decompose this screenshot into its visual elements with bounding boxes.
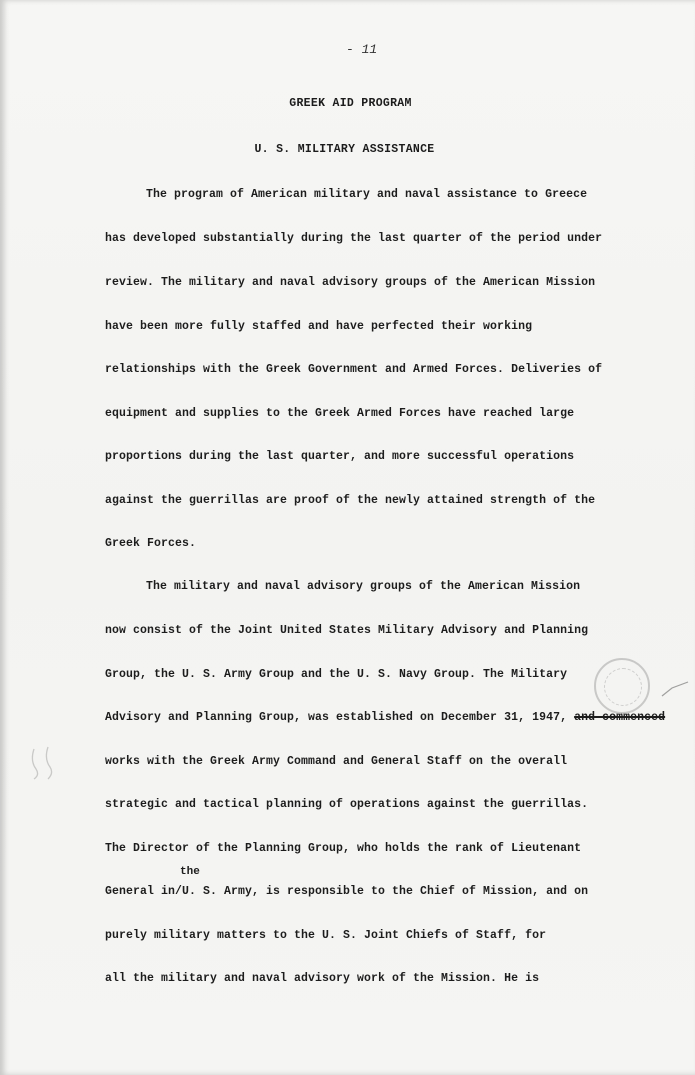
text-line: Group, the U. S. Army Group and the U. S. Navy Group. The Military [105,668,568,681]
text-line: against the guerrillas are proof of the newly attained strength of the [105,494,596,507]
text-segment: Advisory and Planning Group, was established on December 31, 1947, [105,711,568,724]
document-title: GREEK AID PROGRAM [289,97,412,110]
text-line: The program of American military and naval assistance to Greece [146,188,588,201]
document-subtitle: U. S. MILITARY ASSISTANCE [254,143,435,156]
text-line-with-correction [105,711,665,724]
stamp-ring [604,668,642,706]
text-line: purely military matters to the U. S. Joint Chiefs of Staff, for [105,929,547,942]
check-mark-icon [660,680,690,700]
text-line: review. The military and naval advisory groups of the American Mission [105,276,596,289]
text-line: proportions during the last quarter, and more successful operations [105,450,575,463]
text-line: works with the Greek Army Command and General Staff on the overall [105,755,568,768]
text-line: Greek Forces. [105,537,197,550]
text-line: all the military and naval advisory work of the Mission. He is [105,972,540,985]
text-line: The military and naval advisory groups of the American Mission [146,580,581,593]
text-line: relationships with the Greek Government and Armed Forces. Deliveries of [105,363,603,376]
pencil-scribble-icon [28,745,68,781]
text-line: strategic and tactical planning of operations against the guerrillas. [105,798,589,811]
text-line: have been more fully staffed and have perfected their working [105,320,533,333]
text-line: now consist of the Joint United States Military Advisory and Planning [105,624,589,637]
faded-stamp-icon [594,658,650,714]
struck-text: and commenced [574,711,666,724]
text-line: has developed substantially during the last quarter of the period under [105,232,603,245]
page-number: - 11 [346,42,378,57]
text-line: General in/U. S. Army, is responsible to the Chief of Mission, and on [105,885,589,898]
text-line: The Director of the Planning Group, who holds the rank of Lieutenant [105,842,582,855]
text-line: equipment and supplies to the Greek Armed Forces have reached large [105,407,575,420]
handwritten-insertion: the [180,866,200,878]
